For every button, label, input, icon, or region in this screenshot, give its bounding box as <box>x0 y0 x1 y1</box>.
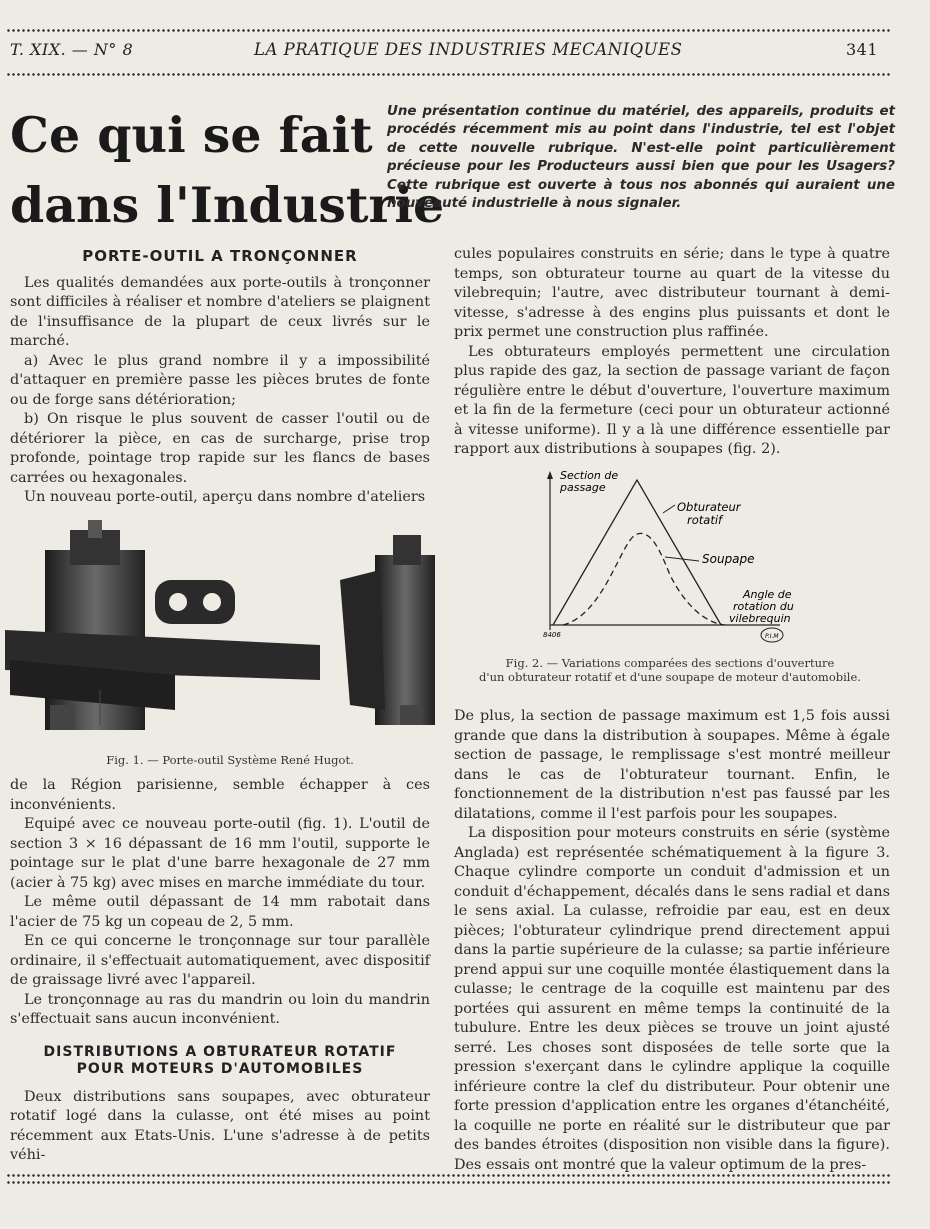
section-title-line2: dans l'Industrie <box>10 176 445 234</box>
article1-heading: PORTE-OUTIL A TRONÇONNER <box>82 247 358 265</box>
article2-paragraph: De plus, la section de passage maximum est 1,5 fois aussi grande que dans la distribution à soupapes. Même à égale section de passage, le remplissage s'est montré meilleur dans le cas de l'obturateur tournant. Enfin, le fonctionnement de la distribution n'est pas faussé par les dilatations, comme il l'est parfois pour les soupapes. <box>454 708 890 822</box>
figure-2-caption <box>450 656 890 684</box>
volume-number: T. XIX. — N° 8 <box>10 40 134 59</box>
figure-ref-number: 8406 <box>543 631 561 639</box>
footer-rule <box>6 1173 890 1178</box>
article1-paragraph: Le tronçonnage au ras du mandrin ou loin du mandrin s'effectuait sans aucun inconvénient. <box>10 991 430 1027</box>
article2-paragraph: Deux distributions sans soupapes, avec obturateur rotatif logé dans la culasse, ont été mises au point récemment aux Etats-Unis. L'une s'adresse à de petits véhi- <box>10 1088 430 1163</box>
clamp-nut-side <box>393 535 421 565</box>
article1-paragraph: de la Région parisienne, semble échapper à ces inconvénients. <box>10 777 430 813</box>
article2-heading-line2: POUR MOTEURS D'AUTOMOBILES <box>76 1060 364 1077</box>
article2-paragraph: cules populaires construits en série; dans le type à quatre temps, son obturateur tourne au quart de la vitesse du vilebrequin; l'autre, avec distributeur tournant à demi-vitesse, s'adresse à des engins plus puissants et dont le prix permet une construction plus raffinée. <box>454 246 890 340</box>
y-axis-arrow <box>547 471 553 479</box>
x-axis-label: rotation du <box>733 600 794 613</box>
lower-nut-side <box>400 705 422 725</box>
rotary-leader <box>663 505 675 513</box>
valve-curve <box>563 533 725 625</box>
header-rule <box>6 72 890 77</box>
article1-upper <box>10 247 430 508</box>
figure-2-diagram <box>525 465 825 645</box>
article2-upper <box>454 245 890 460</box>
article1-paragraph: Les qualités demandées aux porte-outils à tronçonner sont difficiles à réaliser et nombre d'ateliers se plaignent de l'insuffisance de la plupart de ceux livrés sur le marché. <box>10 274 430 349</box>
article2-heading <box>10 1044 430 1078</box>
lower-nut <box>50 705 75 730</box>
footer-rule <box>6 1180 890 1185</box>
rotary-label: Obturateur <box>677 500 741 514</box>
article1-paragraph: Le même outil dépassant de 14 mm rabotait dans l'acier de 75 kg un copeau de 2, 5 mm. <box>10 894 430 930</box>
blade-side-view <box>340 570 385 710</box>
article1-lower <box>10 776 430 1166</box>
clamp-screw <box>88 520 102 538</box>
figure-2-caption-line2: d'un obturateur rotatif et d'une soupape de moteur d'automobile. <box>479 670 861 684</box>
x-axis-label: Angle de <box>743 588 792 601</box>
page-number: 341 <box>846 40 879 59</box>
section-title <box>10 100 445 240</box>
figure-2-caption-line1: Fig. 2. — Variations comparées des sections d'ouverture <box>505 656 835 670</box>
y-axis-label: passage <box>560 481 606 494</box>
running-header <box>10 40 890 62</box>
article1-paragraph: Un nouveau porte-outil, aperçu dans nombre d'ateliers <box>24 489 426 505</box>
valve-label: Soupape <box>702 552 755 566</box>
article1-paragraph: b) On risque le plus souvent de casser l'outil ou de détériorer la pièce, en cas de surcharge, prise trop profonde, pointage trop rapide sur les flancs de bases carrées ou hexagonales. <box>10 411 430 486</box>
x-axis-label: vilebrequin <box>729 612 791 625</box>
article1-paragraph: Equipé avec ce nouveau porte-outil (fig. 1). L'outil de section 3 × 16 dépassant de 16 mm l'outil, supporte le pointage sur le plat d'une barre hexagonale de 27 mm (acier à 75 kg) avec mises en marche immédiate du tour. <box>10 816 430 891</box>
article2-heading-line1: DISTRIBUTIONS A OBTURATEUR ROTATIF <box>43 1043 397 1060</box>
intro-paragraph: Une présentation continue du matériel, des appareils, produits et procédés récemment mis au point dans l'industrie, tel est l'objet de cette nouvelle rubrique. N'est-elle point particulièrement précieuse pour les Producteurs aussi bien que pour les Usagers? Cette rubrique est ouverte à tous nos abonnés qui auraient une nouveauté industrielle à nous signaler. <box>387 104 895 212</box>
article1-paragraph: En ce qui concerne le tronçonnage sur tour parallèle ordinaire, il s'effectuait automatiquement, avec dispositif de graissage livré avec l'appareil. <box>10 933 430 988</box>
article2-paragraph: Les obturateurs employés permettent une circulation plus rapide des gaz, la section de passage variant de façon régulière entre le début d'ouverture, l'ouverture maximum et la fin de la fermeture (ceci pour un obturateur actionné à vitesse uniforme). Il y a là une différence essentielle par rapport aux distributions à soupapes (fig. 2). <box>454 343 890 457</box>
figure-1-caption: Fig. 1. — Porte-outil Système René Hugot. <box>106 753 354 767</box>
publisher-logo-text: P.I.M <box>765 633 779 640</box>
top-rule <box>6 28 890 33</box>
article2-paragraph: La disposition pour moteurs construits en série (système Anglada) est représentée schématiquement à la figure 3. Chaque cylindre comporte un conduit d'admission et un conduit d'échappement, décalés dans le sens radial et dans le sens axial. La culasse, refroidie par eau, est en deux pièces; l'obturateur cylindrique prend directement appui dans la partie supérieure de la culasse; sa partie inférieure prend appui sur une coquille montée élastiquement dans la culasse; le centrage de la coquille est maintenu par des portées qui assurent en même temps la continuité de la tubulure. Entre les deux pièces se trouve un joint ajusté serré. Les choses sont disposées de telle sorte que la pression s'exerçant dans le cylindre applique la coquille inférieure contre la clef du distributeur. Pour obtenir une forte pression d'application entre les organes d'étanchéité, la coquille ne porte en réalité sur le distributeur que par des bandes étroites (disposition non visible dans la figure). Des essais ont montré que la valeur optimum de la pres- <box>454 825 890 1173</box>
journal-title: LA PRATIQUE DES INDUSTRIES MECANIQUES <box>254 40 683 59</box>
washer-plate <box>155 580 235 624</box>
section-title-line1: Ce qui se fait <box>10 106 373 164</box>
article1-paragraph: a) Avec le plus grand nombre il y a impossibilité d'attaquer en première passe les pièces brutes de fonte ou de forge sans détérioration; <box>10 352 430 408</box>
article2-lower <box>454 707 890 1175</box>
figure-1-tool-holder <box>0 520 445 745</box>
rotary-label: rotatif <box>687 513 723 527</box>
y-axis-label: Section de <box>560 469 619 482</box>
washer-hole <box>203 593 221 611</box>
washer-hole <box>169 593 187 611</box>
